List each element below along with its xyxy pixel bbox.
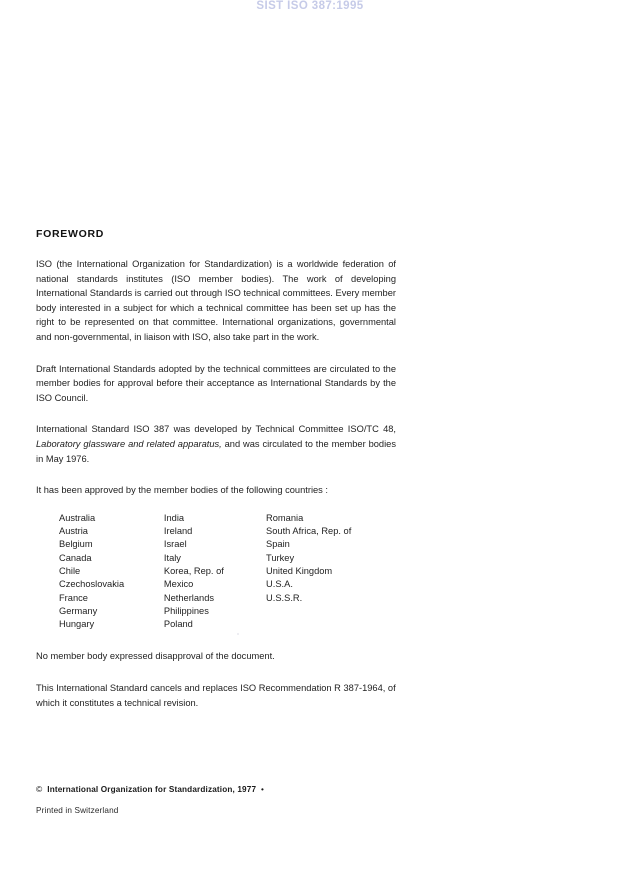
approval-intro-text: It has been approved by the member bodies of the following countries : bbox=[36, 485, 328, 496]
list-item: Poland bbox=[163, 619, 193, 630]
list-item: Hungary bbox=[59, 619, 95, 630]
list-item: Canada bbox=[59, 552, 92, 563]
paragraph-draft-standards: Draft International Standards adopted by the technical committees are circulated to the member bodies for approval before their acceptance as International Standards by the ISO Council. bbox=[36, 363, 396, 403]
list-item: Spain bbox=[266, 539, 290, 550]
list-item: U.S.S.R. bbox=[266, 592, 303, 603]
watermark-header: SIST ISO 387:1995 bbox=[256, 0, 364, 12]
list-item: Belgium bbox=[59, 539, 93, 550]
list-item: Mexico bbox=[163, 579, 194, 590]
standard-origin-after-italic: and was circulated to the member bodies in May 1976. bbox=[36, 438, 396, 464]
no-disapproval-text: No member body expressed disapproval of the document. bbox=[36, 651, 275, 662]
list-item: Israel bbox=[163, 539, 187, 550]
bullet-icon: • bbox=[261, 785, 265, 794]
list-item: Australia bbox=[59, 512, 96, 523]
copyright-icon: © bbox=[36, 784, 43, 794]
page-footer bbox=[36, 784, 436, 794]
list-item: United Kingdom bbox=[266, 565, 333, 576]
printed-in-text: Printed in Switzerland bbox=[36, 806, 119, 815]
list-item: Philippines bbox=[163, 605, 209, 616]
paragraph-iso-description: ISO (the International Organization for Standardization) is a worldwide federation of national standards institutes (ISO member bodies). The work of developing International Standards is carried out through ISO technical committees. Every member body interested in a subject for which a technical committee has been set up has the right to be represented on that committee. International organizations, governmental and non-governmental, in liaison with ISO, also take part in the work. bbox=[36, 259, 396, 342]
list-item: Italy bbox=[163, 552, 181, 563]
list-item: Korea, Rep. of bbox=[163, 565, 224, 576]
paragraph-standard-origin bbox=[36, 422, 396, 466]
list-item: South Africa, Rep. of bbox=[266, 526, 352, 537]
standard-origin-title-italic: Laboratory glassware and related apparatus, bbox=[36, 438, 222, 449]
list-item: Turkey bbox=[266, 552, 295, 563]
foreword-content bbox=[36, 228, 396, 727]
copyright-line bbox=[36, 784, 436, 794]
list-item: Ireland bbox=[163, 526, 193, 537]
cancels-replaces-text: This International Standard cancels and replaces ISO Recommendation R 387-1964, of which it constitutes a technical revision. bbox=[36, 682, 396, 708]
list-item: Austria bbox=[59, 526, 88, 537]
page-title: FOREWORD bbox=[36, 228, 105, 240]
country-column-1 bbox=[59, 512, 164, 632]
list-item: Chile bbox=[59, 565, 81, 576]
country-list bbox=[36, 512, 396, 632]
country-column-2 bbox=[164, 512, 266, 632]
scan-artifact-speck bbox=[237, 633, 239, 635]
list-item: Germany bbox=[59, 605, 98, 616]
list-item: Czechoslovakia bbox=[59, 579, 125, 590]
list-item: U.S.A. bbox=[266, 579, 293, 590]
list-item: France bbox=[59, 592, 88, 603]
copyright-text: International Organization for Standardization, 1977 bbox=[47, 785, 257, 794]
standard-origin-before-italic: International Standard ISO 387 was developed by Technical Committee ISO/TC 48, bbox=[36, 424, 396, 435]
list-item: Netherlands bbox=[163, 592, 215, 603]
list-item: Romania bbox=[266, 512, 304, 523]
country-column-3 bbox=[266, 512, 396, 632]
list-item: India bbox=[163, 512, 185, 523]
